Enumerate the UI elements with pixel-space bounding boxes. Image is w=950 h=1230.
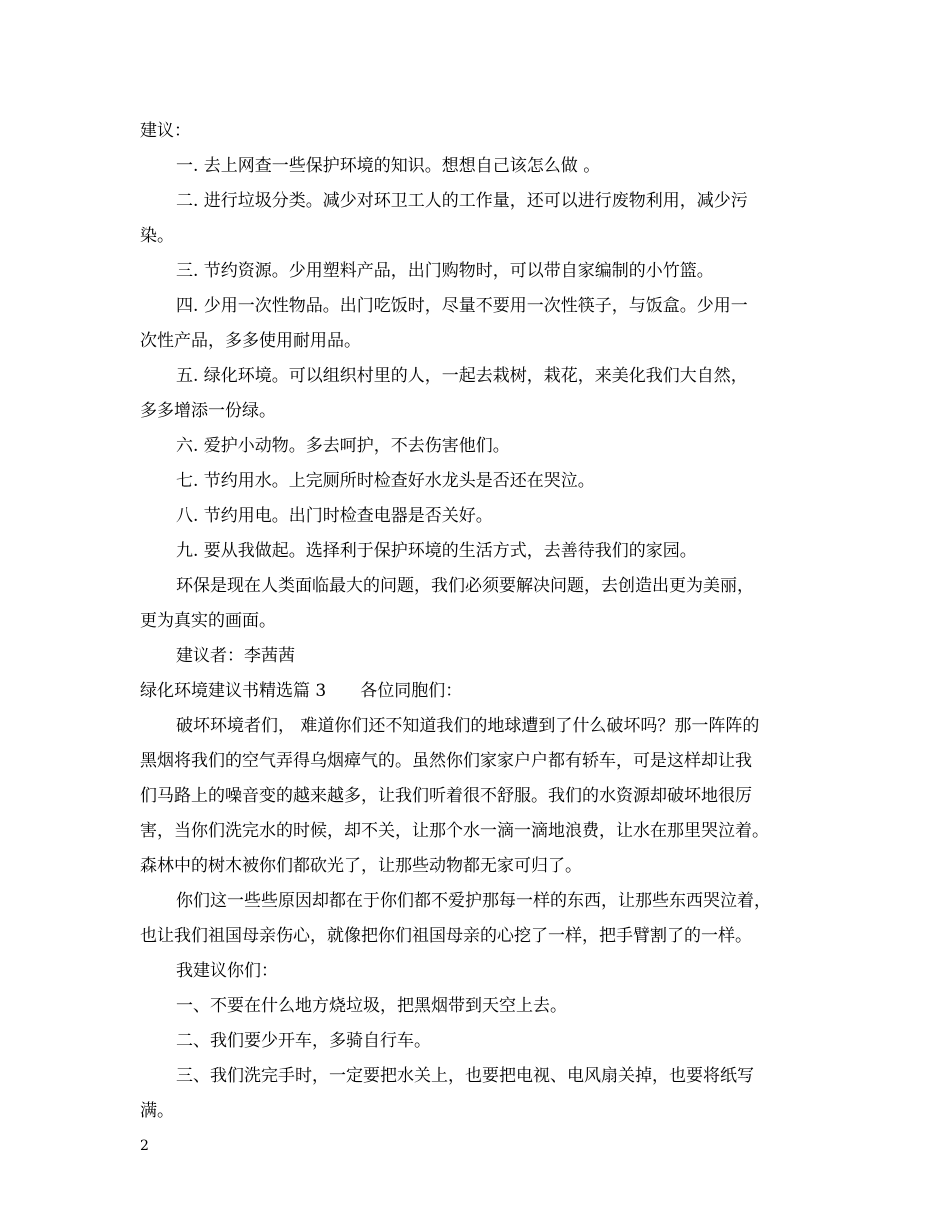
text-line: 满。 (140, 1101, 174, 1121)
text-line: 破坏环境者们， 难道你们还不知道我们的地球遭到了什么破坏吗？那一阵阵的 (176, 716, 760, 736)
page-number: 2 (140, 1138, 149, 1154)
text-line: 七. 节约用水。上完厕所时检查好水龙头是否还在哭泣。 (176, 471, 595, 491)
text-line: 五. 绿化环境。可以组织村里的人，一起去栽树，栽花，来美化我们大自然， (176, 366, 748, 386)
text-line: 六. 爱护小动物。多去呵护，不去伤害他们。 (176, 436, 510, 456)
text-line: 多多增添一份绿。 (140, 401, 276, 421)
signature-line: 建议者：李茜茜 (176, 646, 295, 666)
text-line: 二、我们要少开车，多骑自行车。 (176, 1031, 431, 1051)
text-line: 也让我们祖国母亲伤心，就像把你们祖国母亲的心挖了一样，把手臂割了的一样。 (140, 926, 752, 946)
text-line: 二. 进行垃圾分类。减少对环卫工人的工作量，还可以进行废物利用，减少污 (176, 191, 748, 211)
section-title: 绿化环境建议书精选篇 3 (140, 681, 327, 701)
text-line: 三、我们洗完手时，一定要把水关上，也要把电视、电风扇关掉，也要将纸写 (176, 1066, 754, 1086)
text-line: 森林中的树木被你们都砍光了，让那些动物都无家可归了。 (140, 856, 582, 876)
text-line: 一. 去上网查一些保护环境的知识。想想自己该怎么做 。 (176, 156, 601, 176)
text-line: 一、不要在什么地方烧垃圾，把黑烟带到天空上去。 (176, 996, 567, 1016)
section-heading (140, 677, 820, 705)
text-line: 三. 节约资源。少用塑料产品，出门购物时，可以带自家编制的小竹篮。 (176, 261, 714, 281)
text-line: 们马路上的噪音变的越来越多，让我们听着很不舒服。我们的水资源却破坏地很厉 (140, 786, 752, 806)
text-line: 九. 要从我做起。选择利于保护环境的生活方式，去善待我们的家园。 (176, 541, 697, 561)
text-line: 次性产品，多多使用耐用品。 (140, 331, 361, 351)
text-line: 环保是现在人类面临最大的问题，我们必须要解决问题，去创造出更为美丽， (176, 576, 754, 596)
text-line: 你们这一些些原因却都在于你们都不爱护那每一样的东西，让那些东西哭泣着， (176, 891, 771, 911)
text-line: 黑烟将我们的空气弄得乌烟瘴气的。虽然你们家家户户都有轿车，可是这样却让我 (140, 751, 752, 771)
text-line: 害，当你们洗完水的时候，却不关，让那个水一滴一滴地浪费，让水在那里哭泣着。 (140, 821, 769, 841)
salutation: 各位同胞们： (360, 681, 463, 701)
text-line: 更为真实的画面。 (140, 611, 276, 631)
text-line: 八. 节约用电。出门时检查电器是否关好。 (176, 506, 493, 526)
text-line: 染。 (140, 226, 174, 246)
text-line: 四. 少用一次性物品。出门吃饭时，尽量不要用一次性筷子，与饭盒。少用一 (176, 296, 748, 316)
text-line: 我建议你们： (176, 961, 278, 981)
document-body (140, 117, 820, 1132)
text-line: 建议： (140, 121, 191, 141)
